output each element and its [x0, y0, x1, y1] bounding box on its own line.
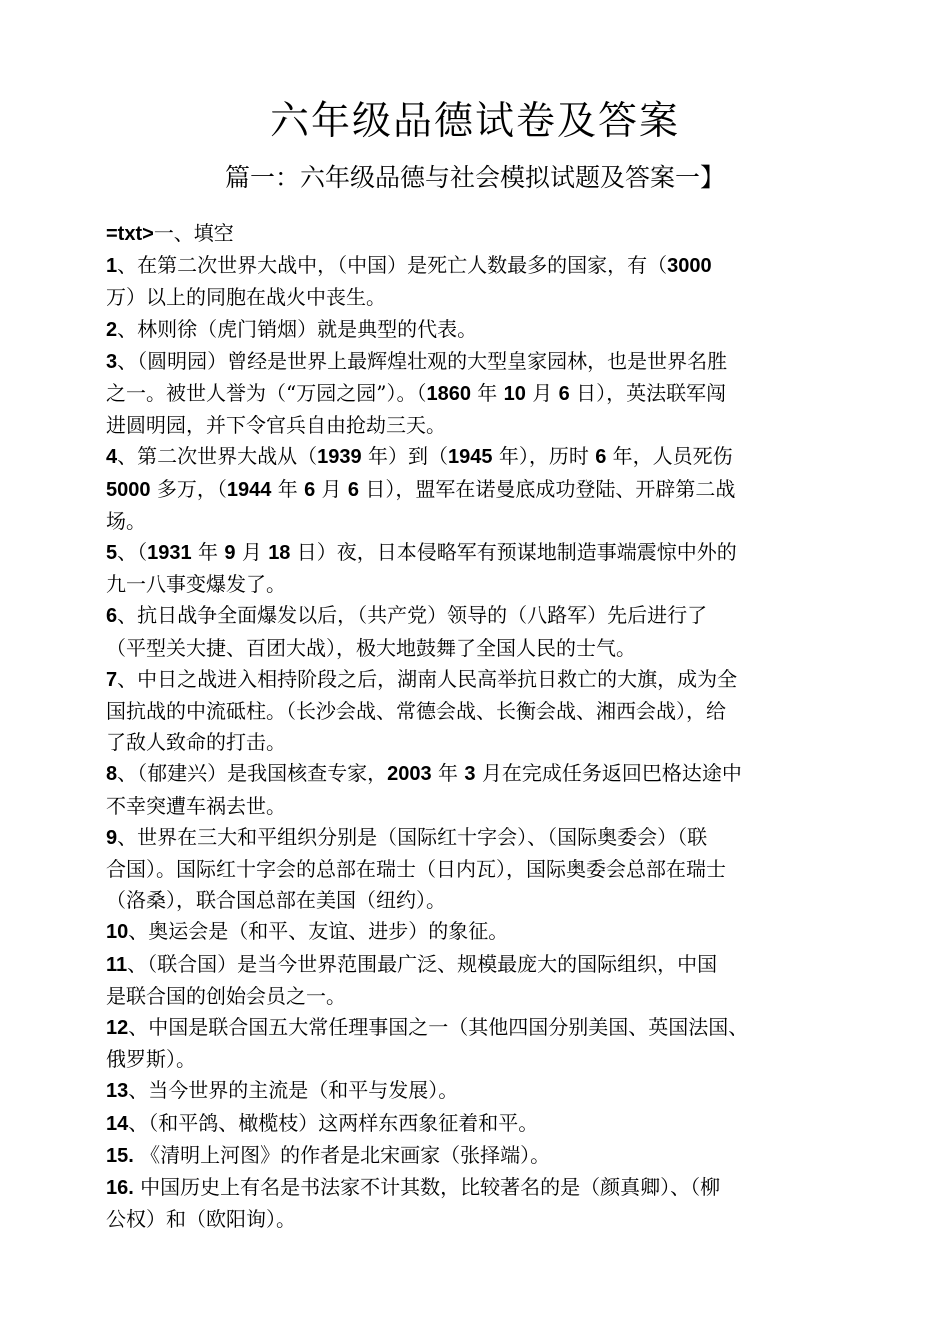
line-text: 是联合国的创始会员之一。	[106, 983, 346, 1008]
line-text: 合国）。国际红十字会的总部在瑞士（日内瓦），国际奥委会总部在瑞士	[106, 857, 726, 882]
question-number: 3	[106, 350, 118, 373]
section-prefix: =txt>	[106, 223, 154, 245]
text-line	[106, 506, 856, 537]
section-heading: 一、填空	[153, 221, 234, 245]
question-number: 9	[106, 826, 118, 849]
question-number: 11	[106, 953, 128, 976]
document-title: 六年级品德试卷及答案	[269, 99, 680, 144]
line-text: 《清明上河图》的作者是北宋画家（张择端）。	[133, 1142, 551, 1167]
text-line	[106, 441, 856, 473]
line-text: 了敌人致命的打击。	[106, 730, 286, 755]
line-text: 、第二次世界大战从（1939 年）到（1945 年），历时 6 年，人员死伤	[117, 444, 733, 469]
text-line	[106, 633, 856, 664]
text-line	[106, 758, 856, 790]
line-text: 、（圆明园）曾经是世界上最辉煌壮观的大型皇家园林，也是世界名胜	[117, 348, 728, 373]
question-number: 7	[106, 668, 118, 691]
text-line	[106, 1075, 856, 1107]
line-text: 万）以上的同胞在战火中丧生。	[106, 285, 386, 310]
line-text: 、当今世界的主流是（和平与发展）。	[128, 1078, 459, 1103]
question-number: 4	[106, 446, 118, 469]
text-line	[106, 822, 856, 854]
question-number: 2	[106, 318, 118, 341]
text-line	[106, 410, 856, 441]
question-number: 1	[106, 255, 118, 278]
text-line	[106, 346, 856, 378]
question-number: 8	[106, 763, 118, 786]
line-text: 、奥运会是（和平、友谊、进步）的象征。	[128, 919, 509, 944]
text-line	[106, 664, 856, 696]
text-line	[106, 1140, 856, 1172]
question-number: 6	[106, 605, 118, 628]
text-line	[106, 885, 856, 916]
text-line	[106, 250, 856, 282]
line-text: 场。	[106, 508, 146, 533]
text-line	[106, 600, 856, 632]
line-text: 九一八事变爆发了。	[106, 572, 286, 597]
line-text: 俄罗斯）。	[106, 1047, 196, 1072]
line-text: 进圆明园，并下令官兵自由抢劫三天。	[106, 413, 446, 438]
text-line	[106, 854, 856, 885]
line-text: 、（郁建兴）是我国核查专家，2003 年 3 月在完成任务返回巴格达途中	[117, 761, 742, 786]
text-line	[106, 727, 856, 758]
line-text: 、林则徐（虎门销烟）就是典型的代表。	[117, 316, 478, 341]
line-text: 、在第二次世界大战中，（中国）是死亡人数最多的国家，有（3000	[117, 253, 712, 278]
line-text: 5000 多万，（1944 年 6 月 6 日），盟军在诺曼底成功登陆、开辟第二战	[106, 476, 736, 501]
text-line	[106, 981, 856, 1012]
text-line	[106, 378, 856, 410]
text-line	[106, 916, 856, 948]
text-line	[106, 314, 856, 346]
text-line	[106, 1044, 856, 1075]
line-text: 不幸突遭车祸去世。	[106, 793, 286, 818]
text-line	[106, 1012, 856, 1044]
line-text: 公权）和（欧阳询）。	[106, 1207, 296, 1232]
question-number: 15.	[106, 1144, 134, 1167]
text-line	[106, 1204, 856, 1235]
question-lines	[106, 250, 856, 1235]
line-text: 、（和平鸽、橄榄枝）这两样东西象征着和平。	[128, 1110, 539, 1135]
question-number: 16.	[106, 1177, 134, 1200]
text-line	[106, 569, 856, 600]
line-text: （洛桑），联合国总部在美国（纽约）。	[106, 888, 446, 913]
question-number: 10	[106, 921, 129, 944]
text-line	[106, 791, 856, 822]
line-text: 国抗战的中流砥柱。（长沙会战、常德会战、长衡会战、湘西会战），给	[106, 699, 726, 724]
text-line	[106, 1172, 856, 1204]
line-text: 中国历史上有名是书法家不计其数，比较著名的是（颜真卿）、（柳	[133, 1175, 721, 1200]
line-text: 、（联合国）是当今世界范围最广泛、规模最庞大的国际组织，中国	[127, 951, 718, 976]
line-text: 、抗日战争全面爆发以后，（共产党）领导的（八路军）先后进行了	[117, 603, 708, 628]
line-text: 、（1931 年 9 月 18 日）夜，日本侵略军有预谋地制造事端震惊中外的	[117, 540, 737, 565]
text-line	[106, 949, 856, 981]
text-line	[106, 537, 856, 569]
question-number: 5	[106, 542, 118, 565]
document-subtitle: 篇一：六年级品德与社会模拟试题及答案一】	[224, 163, 725, 192]
line-text: 、世界在三大和平组织分别是（国际红十字会）、（国际奥委会）（联	[117, 824, 708, 849]
line-text: 、中国是联合国五大常任理事国之一（其他四国分别美国、英国法国、	[128, 1015, 749, 1040]
section-heading-line	[106, 218, 856, 250]
question-number: 14	[106, 1112, 129, 1135]
document-body	[106, 218, 856, 1236]
text-line	[106, 696, 856, 727]
question-number: 13	[106, 1080, 129, 1103]
line-text: （平型关大捷、百团大战），极大地鼓舞了全国人民的士气。	[106, 635, 636, 660]
text-line	[106, 1108, 856, 1140]
line-text: 之一。被世人誉为（“万园之园”）。（1860 年 10 月 6 日），英法联军闯	[106, 381, 727, 406]
text-line	[106, 282, 856, 313]
text-line	[106, 474, 856, 506]
question-number: 12	[106, 1017, 129, 1040]
line-text: 、中日之战进入相持阶段之后，湖南人民高举抗日救亡的大旗，成为全	[117, 666, 738, 691]
